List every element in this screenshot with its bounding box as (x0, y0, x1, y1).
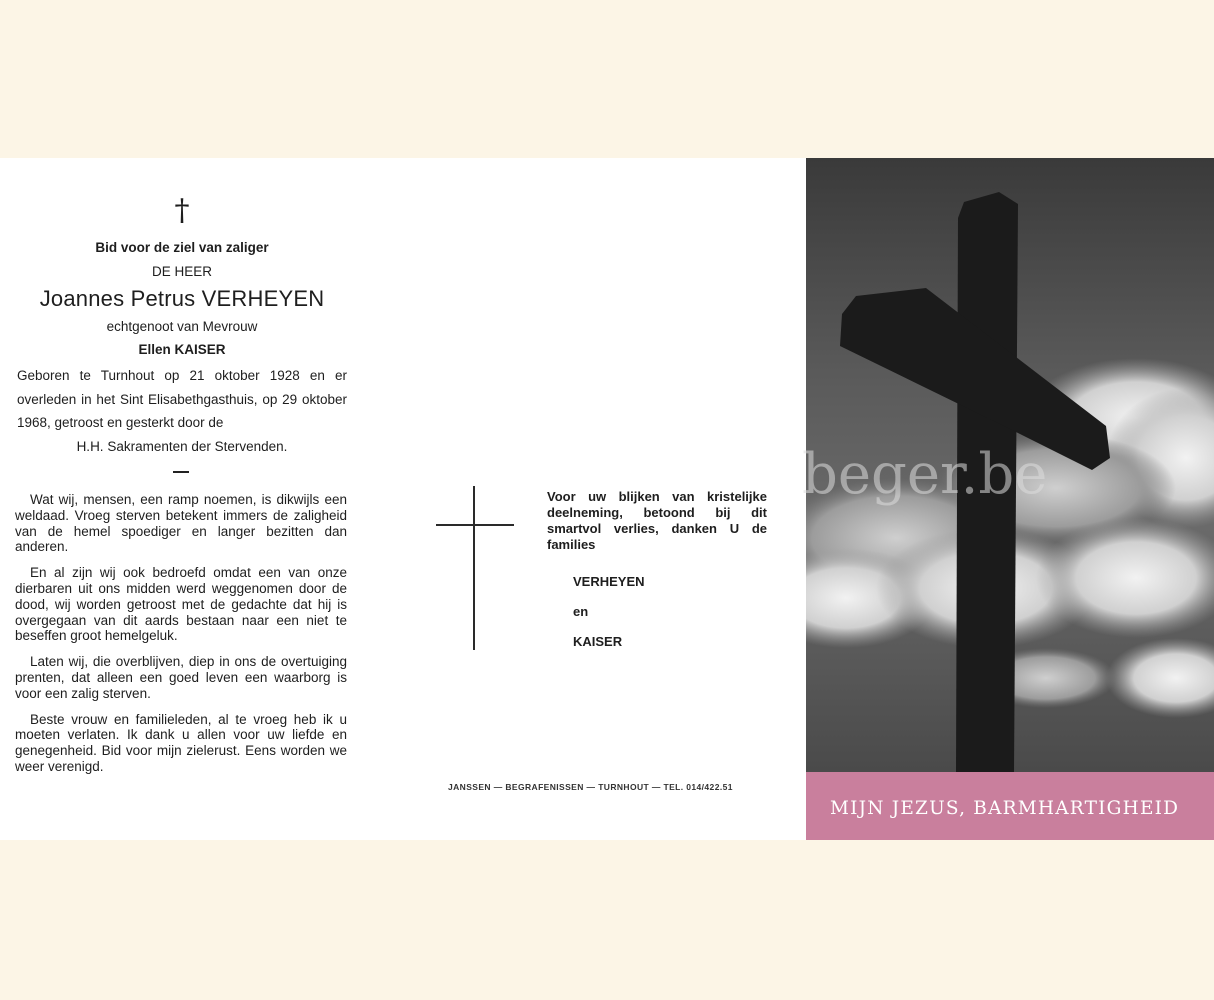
watermark: beger.be (802, 442, 1048, 507)
paragraph: Laten wij, die overblijven, diep in ons de overtuiging prenten, dat alleen een goed leven een waarborg is voor een zalig sterven. (15, 654, 347, 701)
thanks-text: Voor uw blijken van kristelijke deelneming, betoond bij dit smartvol verlies, danken U de families (547, 489, 767, 552)
deceased-name: Joannes Petrus VERHEYEN (39, 286, 325, 311)
cross-icon: † (174, 193, 190, 228)
biography (17, 364, 347, 458)
biography-text: Geboren te Turnhout op 21 oktober 1928 en er overleden in het Sint Elisabethgasthuis, op 29 oktober 1968, getroost en gesterkt door de (17, 368, 347, 430)
prayer-intro: Bid voor de ziel van zaliger (95, 240, 269, 255)
title-heer: DE HEER (151, 264, 212, 279)
spouse-name: Ellen KAISER (138, 342, 226, 357)
spouse-intro: echtgenoot van Mevrouw (106, 319, 258, 334)
paragraph: Beste vrouw en familieleden, al te vroeg heb ik u moeten verlaten. Ik dank u allen voor uw liefde en genegenheid. Bid voor mijn zielerust. Eens worden we weer verenigd. (15, 711, 347, 774)
thanks-panel (364, 158, 806, 840)
conjunction: en (573, 604, 589, 619)
printer-imprint: JANSSEN — BEGRAFENISSEN — TURNHOUT — TEL. 014/422.51 (448, 782, 733, 792)
banner-text: MIJN JEZUS, BARMHARTIGHEID (830, 798, 1180, 819)
thin-cross-horizontal (436, 524, 514, 526)
memorial-text-panel (0, 158, 364, 840)
banner (806, 772, 1214, 840)
biography-text-end: H.H. Sakramenten der Stervenden. (76, 438, 288, 454)
family-name: KAISER (573, 634, 623, 649)
reflection-text (15, 492, 347, 785)
family-name: VERHEYEN (573, 574, 645, 589)
paragraph: Wat wij, mensen, een ramp noemen, is dikwijls een weldaad. Vroeg sterven betekent immers de zaligheid van de hemel spoediger en langer bezitten dan anderen. (15, 492, 347, 555)
paragraph: En al zijn wij ook bedroefd omdat een van onze dierbaren uit ons midden werd weggenomen door de dood, wij worden getroost met de gedachte dat hij is overgegaan van dit aards bestaan naar een niet te beseffen groot hemelgeluk. (15, 565, 347, 644)
separator-dash (173, 471, 189, 473)
thin-cross-vertical (473, 486, 475, 650)
